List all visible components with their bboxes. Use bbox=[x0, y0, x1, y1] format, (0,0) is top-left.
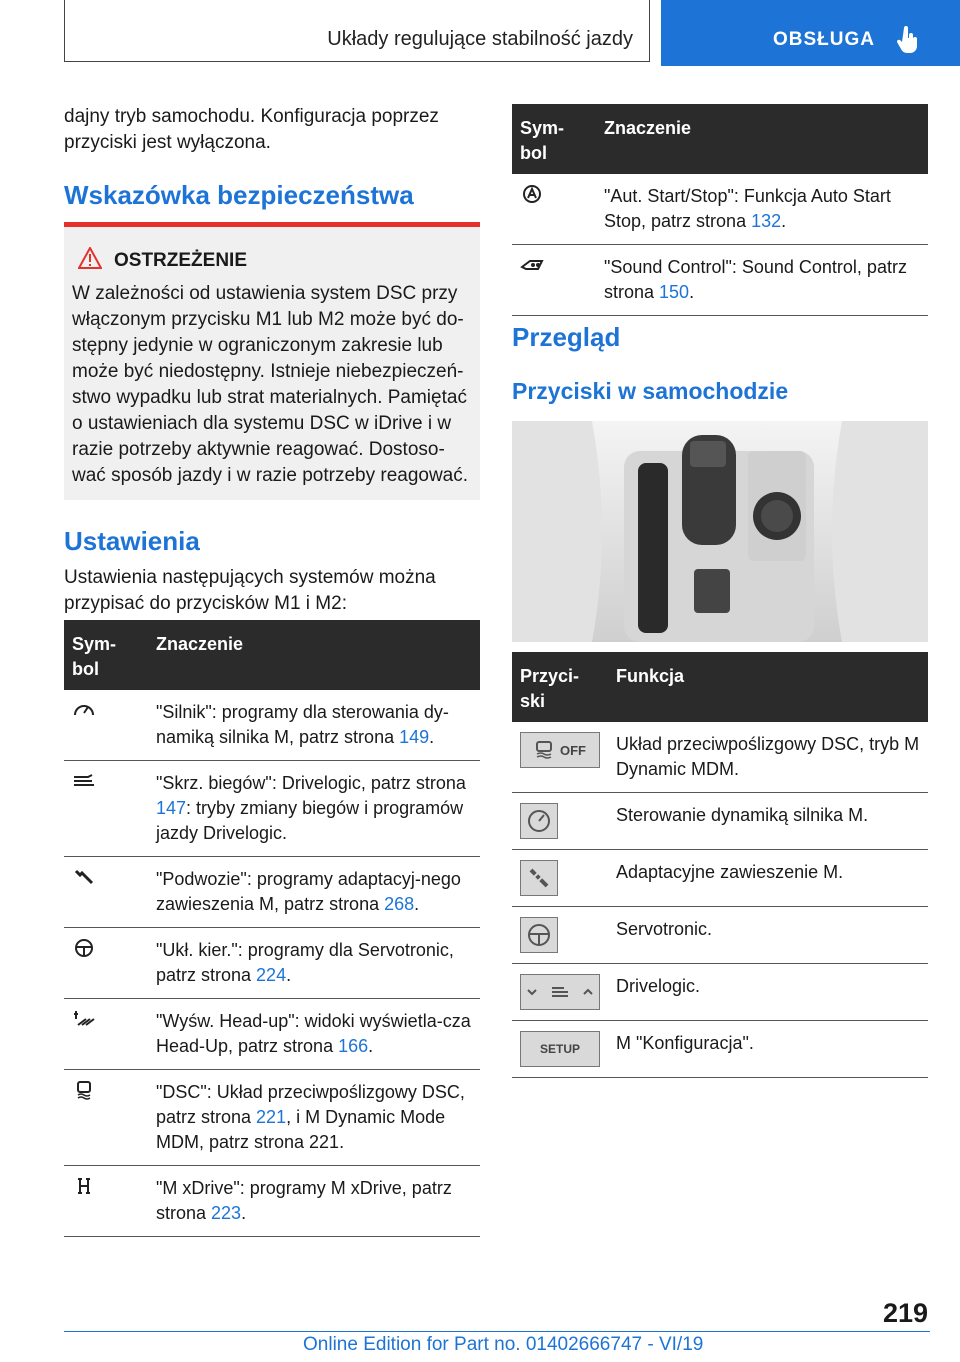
servotronic-button-icon bbox=[520, 917, 558, 953]
col-symbol-header: Sym-bol bbox=[512, 104, 596, 174]
off-label: OFF bbox=[560, 742, 586, 758]
row-text: Servotronic. bbox=[608, 907, 928, 964]
col-symbol-header: Sym-bol bbox=[64, 620, 148, 690]
safety-heading: Wskazówka bezpieczeństwa bbox=[64, 180, 414, 210]
table-row bbox=[64, 928, 480, 999]
row-text: "Podwozie": programy adaptacyj-nego zawieszenia M, patrz strona bbox=[156, 869, 461, 914]
drivelogic-button-icon bbox=[520, 974, 600, 1010]
running-header bbox=[64, 0, 650, 62]
dsc-car-icon bbox=[72, 1080, 140, 1100]
warning-box bbox=[64, 222, 480, 500]
overview-heading: Przegląd bbox=[512, 322, 621, 352]
row-text: Drivelogic. bbox=[608, 964, 928, 1021]
setup-label: SETUP bbox=[539, 1041, 580, 1056]
table-row bbox=[64, 999, 480, 1070]
row-text-end: . bbox=[414, 894, 420, 914]
settings-table-continued bbox=[512, 104, 928, 316]
row-text: "M xDrive": programy M xDrive, patrz strona bbox=[156, 1178, 452, 1223]
setup-button-icon bbox=[520, 1031, 600, 1067]
table-row bbox=[64, 857, 480, 928]
warning-header bbox=[72, 247, 472, 275]
xdrive-icon bbox=[72, 1176, 140, 1196]
row-text: "Aut. Start/Stop": Funkcja Auto Start Stop, patrz strona bbox=[604, 186, 891, 231]
warning-text: W zależności od ustawienia system DSC przy włączonym przycisku M1 lub M2 może być do-stępny jedynie w ograniczonym zakresie lub może być niedostępny. Istnieje niebezpieczeń-stwo wypadku lub strat materialnych. Pamiętać o ustawieniach dla systemu DSC w iDrive i w razie potrzeby aktywnie reagować. Dostoso-wać sposób jazdy i w razie potrzeby reagować. bbox=[72, 283, 469, 486]
page-link[interactable]: 166 bbox=[338, 1036, 369, 1056]
settings-intro: Ustawienia następujących systemów można przypisać do przycisków M1 i M2: bbox=[64, 567, 436, 614]
table-row bbox=[64, 1166, 480, 1237]
row-text-end: , i M Dynamic Mode MDM, patrz strona 221. bbox=[156, 1107, 446, 1152]
row-text: "DSC": Układ przeciwpoślizgowy DSC, patrz strona bbox=[156, 1082, 465, 1127]
chapter-tab-label: OBSŁUGA bbox=[773, 29, 875, 50]
table-row bbox=[512, 722, 928, 793]
suspension-icon bbox=[72, 867, 140, 887]
table-row bbox=[512, 245, 928, 316]
page-number: 219 bbox=[882, 1298, 928, 1328]
steering-wheel-icon bbox=[72, 938, 140, 958]
table-row bbox=[64, 761, 480, 857]
gauge-icon bbox=[72, 700, 140, 720]
page-link[interactable]: 221 bbox=[256, 1107, 287, 1127]
table-row bbox=[512, 964, 928, 1021]
footer-divider bbox=[64, 1331, 930, 1332]
row-text-end: . bbox=[241, 1203, 247, 1223]
center-console-photo bbox=[512, 421, 928, 642]
page-link[interactable]: 150 bbox=[659, 282, 690, 302]
page-link[interactable]: 132 bbox=[751, 211, 782, 231]
page-link[interactable]: 224 bbox=[256, 965, 287, 985]
table-row bbox=[512, 793, 928, 850]
table-header-row bbox=[64, 620, 480, 690]
row-text: "Skrz. biegów": Drivelogic, patrz strona bbox=[156, 773, 466, 793]
table-row bbox=[512, 907, 928, 964]
auto-start-stop-icon bbox=[520, 184, 588, 204]
engine-dynamics-button-icon bbox=[520, 803, 558, 839]
chapter-tab[interactable] bbox=[661, 0, 960, 66]
col-meaning-header: Znaczenie bbox=[596, 104, 928, 174]
hand-pointer-icon bbox=[897, 26, 919, 59]
page-link[interactable]: 268 bbox=[384, 894, 415, 914]
row-text-end: : tryby zmiany biegów i programów jazdy Drivelogic. bbox=[156, 798, 464, 843]
page-link[interactable]: 147 bbox=[156, 798, 187, 818]
head-up-display-icon bbox=[72, 1009, 140, 1029]
row-text: Sterowanie dynamiką silnika M. bbox=[608, 793, 928, 850]
row-text: "Silnik": programy dla sterowania dy-namiką silnika M, patrz strona bbox=[156, 702, 449, 747]
row-text: "Ukł. kier.": programy dla Servotronic, patrz strona bbox=[156, 940, 454, 985]
row-text-end: . bbox=[689, 282, 695, 302]
section-title: Układy regulujące stabilność jazdy bbox=[327, 28, 633, 50]
col-meaning-header: Znaczenie bbox=[148, 620, 480, 690]
table-row bbox=[512, 1021, 928, 1078]
row-text: "Sound Control": Sound Control, patrz strona bbox=[604, 257, 907, 302]
warning-title: OSTRZEŻENIE bbox=[114, 250, 248, 271]
row-text: Adaptacyjne zawieszenie M. bbox=[608, 850, 928, 907]
intro-paragraph: dajny tryb samochodu. Konfiguracja poprzez przyciski jest wyłączona. bbox=[64, 106, 439, 153]
page-link[interactable]: 149 bbox=[399, 727, 430, 747]
suspension-button-icon bbox=[520, 860, 558, 896]
row-text-end: . bbox=[368, 1036, 374, 1056]
table-row bbox=[64, 690, 480, 761]
buttons-table bbox=[512, 652, 928, 1078]
table-row bbox=[512, 174, 928, 245]
page-link[interactable]: 223 bbox=[211, 1203, 242, 1223]
table-header-row bbox=[512, 652, 928, 722]
row-text: "Wyśw. Head-up": widoki wyświetla-cza Head-Up, patrz strona bbox=[156, 1011, 471, 1056]
sound-control-icon bbox=[520, 255, 588, 275]
row-text: M "Konfiguracja". bbox=[608, 1021, 928, 1078]
warning-triangle-icon bbox=[78, 247, 102, 275]
settings-heading: Ustawienia bbox=[64, 526, 200, 556]
col-function-header: Funkcja bbox=[608, 652, 928, 722]
table-row bbox=[512, 850, 928, 907]
col-buttons-header: Przyci-ski bbox=[512, 652, 608, 722]
row-text-end: . bbox=[429, 727, 435, 747]
row-text: Układ przeciwpoślizgowy DSC, tryb M Dynamic MDM. bbox=[608, 722, 928, 793]
table-header-row bbox=[512, 104, 928, 174]
row-text-end: . bbox=[781, 211, 787, 231]
dsc-off-button-icon bbox=[520, 732, 600, 768]
drivelogic-icon bbox=[72, 771, 140, 791]
table-row bbox=[64, 1070, 480, 1166]
row-text-end: . bbox=[286, 965, 292, 985]
edition-text: Online Edition for Part no. 01402666747 - VI/19 bbox=[303, 1334, 704, 1355]
buttons-heading: Przyciski w samochodzie bbox=[512, 378, 789, 404]
settings-table bbox=[64, 620, 480, 1237]
